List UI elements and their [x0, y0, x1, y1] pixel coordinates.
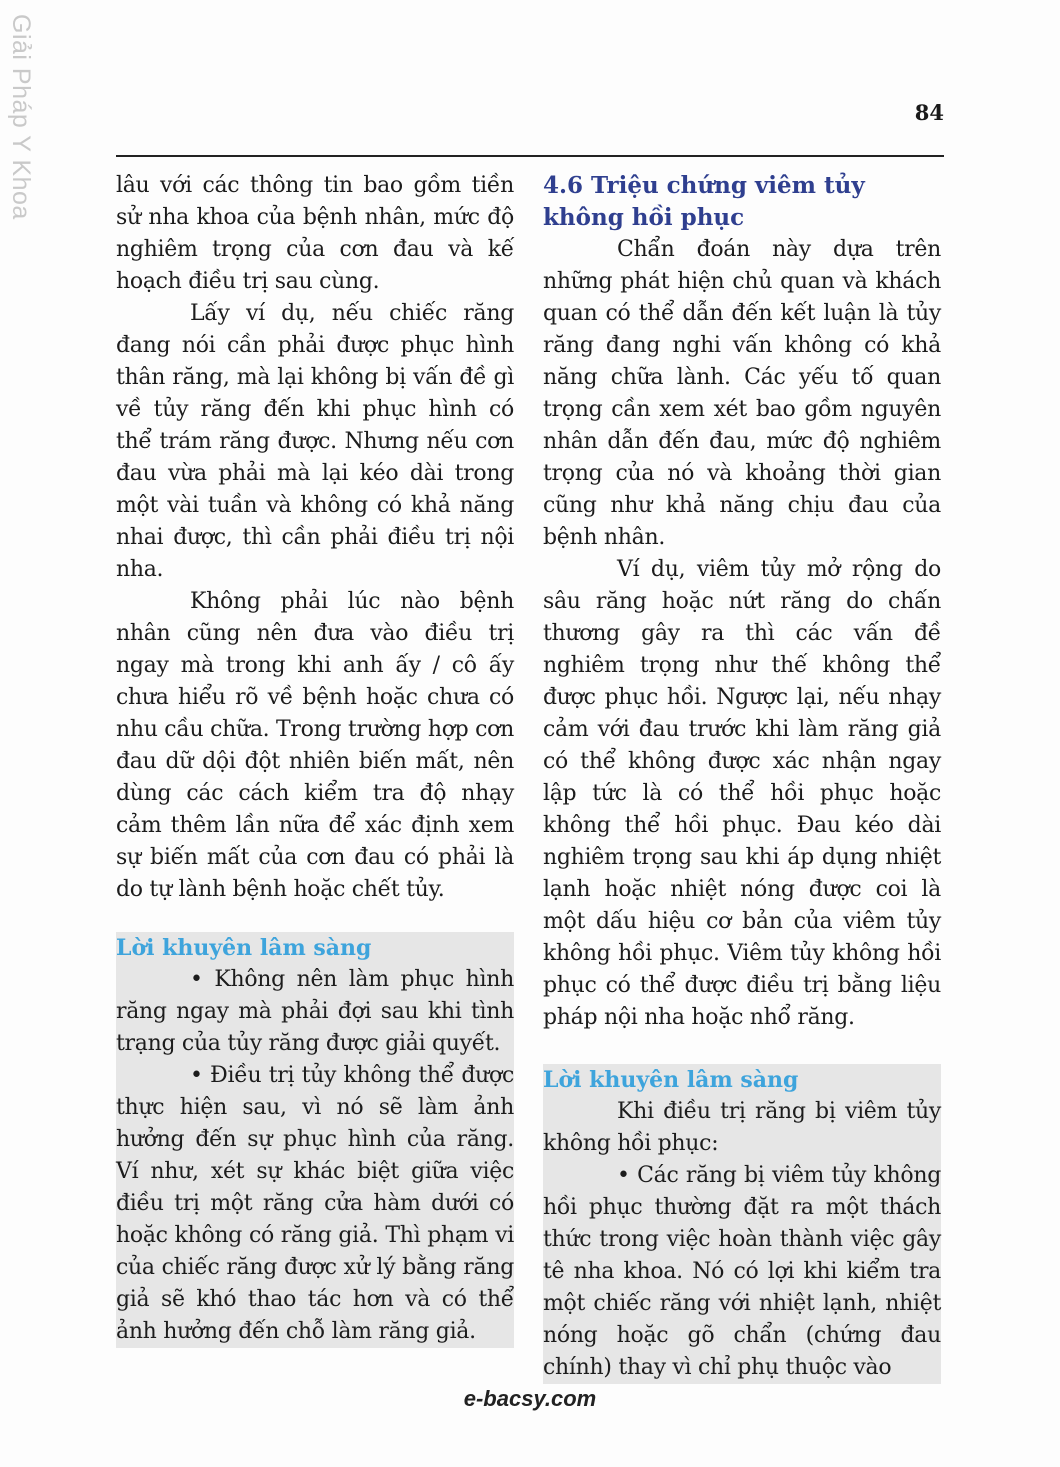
left-column — [116, 170, 514, 1348]
left-paragraph-3: Không phải lúc nào bệnh nhân cũng nên đưa vào điều trị ngay mà trong khi anh ấy / cô ấy chưa hiểu rõ về bệnh hoặc chưa có nhu cầu chữa. Trong trường hợp cơn đau dữ dội đột nhiên biến mất, nên dùng các cách kiểm tra độ nhạy cảm thêm lần nữa để xác định xem sự biến mất của cơn đau có phải là do tự lành bệnh hoặc chết tủy. — [116, 589, 514, 902]
left-paragraph-2: Lấy ví dụ, nếu chiếc răng đang nói cần phải được phục hình thân răng, mà lại không bị vấn đề gì về tủy răng đến khi phục hình có thể trám răng được. Nhưng nếu cơn đau vừa phải mà lại kéo dài trong một vài tuần và không có khả năng nhai được, thì cần phải điều trị nội nha. — [116, 301, 514, 582]
advice-bullet-1: • Các răng bị viêm tủy không hồi phục thường đặt ra một thách thức trong việc hoàn thành việc gây tê nha khoa. Nó có lợi khi kiểm tra một chiếc răng với nhiệt lạnh, nhiệt nóng hoặc gõ chẩn (chứng đau chính) thay vì chỉ phụ thuộc vào — [543, 1163, 941, 1380]
side-watermark: Giải Pháp Y Khoa — [7, 14, 35, 220]
header-rule — [116, 155, 944, 157]
page-number: 84 — [914, 100, 944, 125]
right-column — [543, 170, 941, 1384]
clinical-advice-box — [543, 1064, 941, 1384]
advice-intro: Khi điều trị răng bị viêm tủy không hồi phục: — [543, 1099, 941, 1156]
advice-bullet-2: • Điều trị tủy không thể được thực hiện sau, vì nó sẽ làm ảnh hưởng đến sự phục hình của răng. Ví như, xét sự khác biệt giữa việc điều trị một răng cửa hàm dưới có hoặc không có răng giả. Thì phạm vi của chiếc răng được xử lý bằng răng giả sẽ khó thao tác hơn và có thể ảnh hưởng đến chỗ làm răng giả. — [116, 1063, 514, 1344]
right-paragraph-2: Ví dụ, viêm tủy mở rộng do sâu răng hoặc nứt răng do chấn thương gây ra thì các vấn đề nghiêm trọng như thế không thể được phục hồi. Ngược lại, nếu nhạy cảm với đau trước khi làm răng giả có thể không được xác nhận ngay lập tức là có thể hồi phục hoặc không thể hồi phục. Đau kéo dài nghiêm trọng sau khi áp dụng nhiệt lạnh hoặc nhiệt nóng được coi là một dấu hiệu cơ bản của viêm tủy không hồi phục. Viêm tủy không hồi phục có thể được điều trị bằng liệu pháp nội nha hoặc nhổ răng. — [543, 557, 941, 1030]
footer-website: e-bacsy.com — [463, 1386, 597, 1411]
advice-title: Lời khuyên lâm sàng — [116, 935, 372, 961]
advice-bullet-1: • Không nên làm phục hình răng ngay mà phải đợi sau khi tình trạng của tủy răng được giải quyết. — [116, 967, 514, 1056]
section-heading: 4.6 Triệu chứng viêm tủy không hồi phục — [543, 172, 865, 231]
left-paragraph-1: lâu với các thông tin bao gồm tiền sử nha khoa của bệnh nhân, mức độ nghiêm trọng của cơn đau và kế hoạch điều trị sau cùng. — [116, 173, 514, 294]
clinical-advice-box — [116, 932, 514, 1348]
spacer — [543, 1034, 941, 1064]
spacer — [116, 906, 514, 932]
advice-title: Lời khuyên lâm sàng — [543, 1067, 799, 1093]
right-paragraph-1: Chẩn đoán này dựa trên những phát hiện chủ quan và khách quan có thể dẫn đến kết luận là tủy răng đang nghi vấn không có khả năng chữa lành. Các yếu tố quan trọng cần xem xét bao gồm nguyên nhân dẫn đến đau, mức độ nghiêm trọng của nó và khoảng thời gian cũng như khả năng chịu đau của bệnh nhân. — [543, 237, 941, 550]
